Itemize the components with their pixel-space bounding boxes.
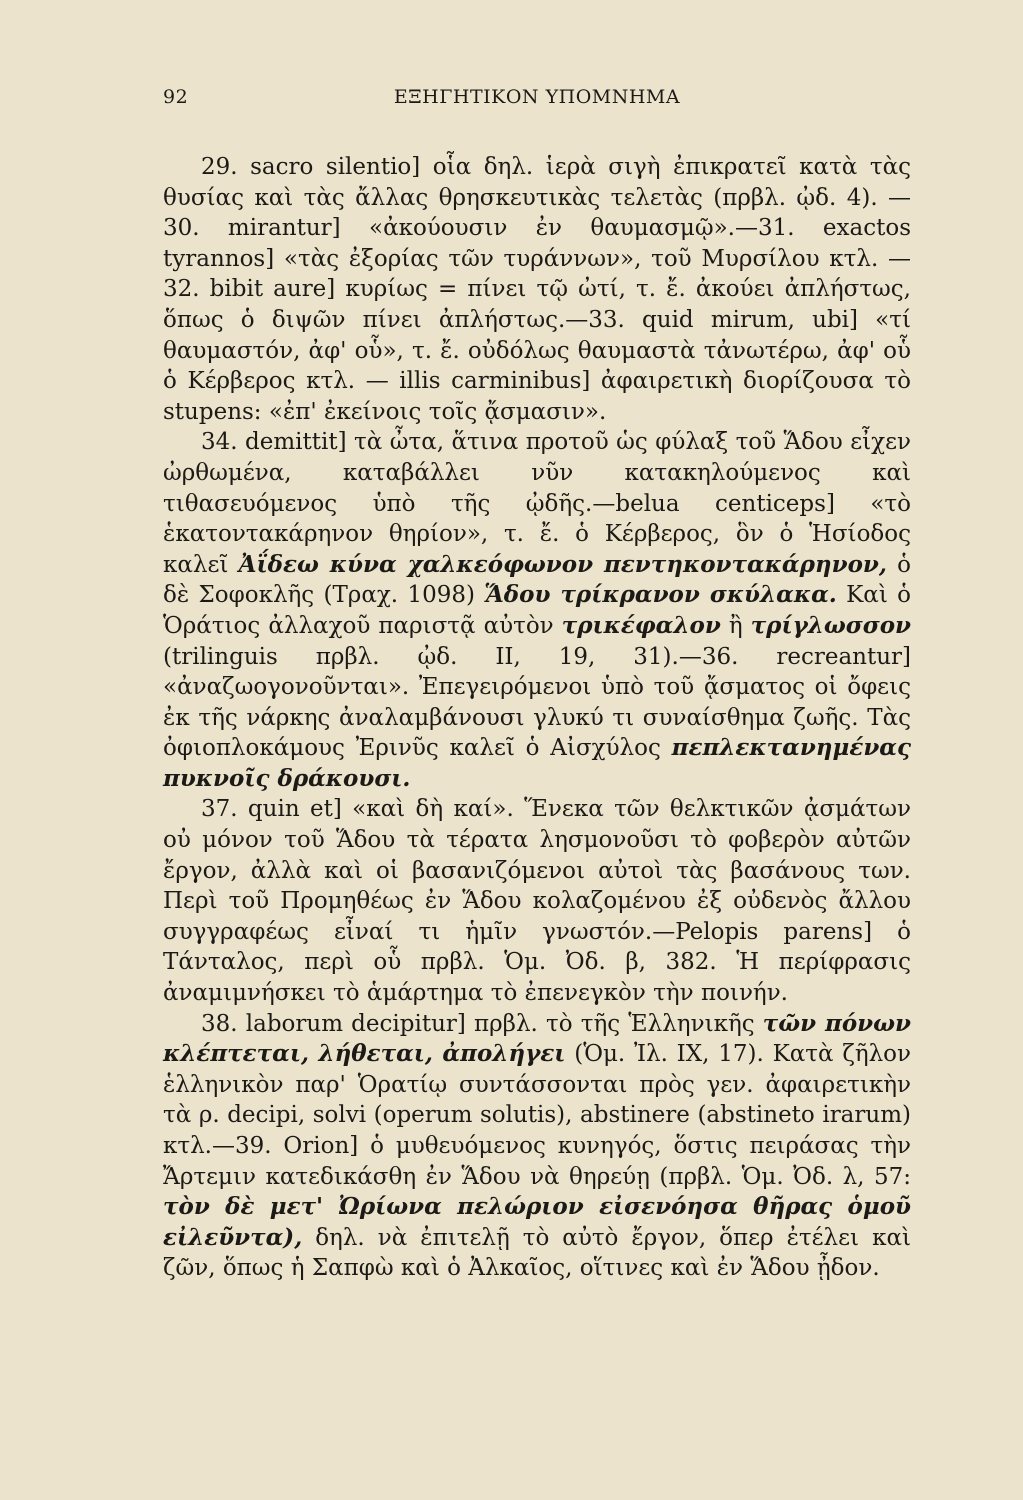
commentary-paragraph: [163, 794, 911, 1008]
text-run: ἢ: [720, 612, 751, 639]
text-run: 34. demittit] τὰ ὦτα, ἅτινα προτοῦ ὡς φύλαξ τοῦ Ἅδου εἶχεν ὠρθωμένα, καταβάλλει νῦν κατακηλούμενος καὶ τιθασευόμενος ὑπὸ τῆς ᾠδῆς.—belua centiceps] «τὸ ἑκατοντακάρηνον θηρίον», τ. ἔ. ὁ Κέρβερος, ὃν ὁ Ἡσίοδος καλεῖ: [163, 429, 911, 578]
emphasized-quote: Ἅδου τρίκρανον σκύλακα.: [484, 581, 837, 609]
text-run: (Ὁμ. Ἰλ. IX, 17). Κατὰ ζῆλον ἑλληνικὸν παρ' Ὁρατίῳ συντάσσονται πρὸς γεν. ἀφαιρετικὴν τὰ ρ. decipi, solvi (operum solutis), abstinere (abstineto irarum) κτλ.—39. Orion] ὁ μυθευόμενος κυνηγός, ὅστις πειράσας τὴν Ἄρτεμιν κατεδικάσθη ἐν Ἅδου νὰ θηρεύῃ (πρβλ. Ὁμ. Ὀδ. λ, 57:: [163, 1041, 911, 1190]
text-run: 37. quin et] «καὶ δὴ καί». Ἕνεκα τῶν θελκτικῶν ᾀσμάτων οὐ μόνον τοῦ Ἅδου τὰ τέρατα λησμονοῦσι τὸ φοβερὸν αὐτῶν ἔργον, ἀλλὰ καὶ οἱ βασανιζόμενοι αὐτοὶ τὰς βασάνους των. Περὶ τοῦ Προμηθέως ἐν Ἅδου κολαζομένου ἐξ οὐδενὸς ἄλλου συγγραφέως εἶναί τι ἡμῖν γνωστόν.—Pelopis parens] ὁ Τάνταλος, περὶ οὗ πρβλ. Ὁμ. Ὀδ. β, 382. Ἡ περίφρασις ἀναμιμνήσκει τὸ ἁμάρτημα τὸ ἐπενεγκὸν τὴν ποινήν.: [163, 796, 911, 1007]
emphasized-quote: τρικέφαλον: [561, 611, 721, 639]
text-run: 29. sacro silentio] οἷα δηλ. ἱερὰ σιγὴ ἐπικρατεῖ κατὰ τὰς θυσίας καὶ τὰς ἄλλας θρησκευτικὰς τελετὰς (πρβλ. ᾠδ. 4). — 30. mirantur] «ἀκούουσιν ἐν θαυμασμῷ».—31. exactos tyrannos] «τὰς ἐξορίας τῶν τυράννων», τοῦ Μυρσίλου κτλ. — 32. bibit aure] κυρίως = πίνει τῷ ὠτί, τ. ἔ. ἀκούει ἀπλήστως, ὅπως ὁ διψῶν πίνει ἀπλήστως.—33. quid mirum, ubi] «τί θαυμαστόν, ἀφ' οὗ», τ. ἔ. οὐδόλως θαυμαστὰ τἀνωτέρω, ἀφ' οὗ ὁ Κέρβερος κτλ. — illis carminibus] ἀφαιρετικὴ διορίζουσα τὸ stupens: «ἐπ' ἐκείνοις τοῖς ᾄσμασιν».: [163, 154, 911, 425]
text-run: (trilinguis πρβλ. ᾠδ. II, 19, 31).—36. recreantur] «ἀναζωογονοῦνται». Ἐπεγειρόμενοι ὑπὸ τοῦ ᾄσματος οἱ ὄφεις ἐκ τῆς νάρκης ἀναλαμβάνουσι γλυκύ τι συναίσθημα ζωῆς. Τὰς ὀφιοπλοκάμους Ἐρινῦς καλεῖ ὁ Αἰσχύλος: [163, 643, 911, 762]
running-head: [163, 86, 911, 126]
text-run: ὁ δὲ Σοφοκλῆς (Τραχ. 1098): [163, 551, 911, 609]
commentary-paragraph: [163, 427, 911, 794]
text-run: Καὶ ὁ Ὁράτιος ἀλλαχοῦ παριστᾷ αὐτὸν: [163, 582, 911, 639]
commentary-paragraph: [163, 1009, 911, 1284]
emphasized-quote: τρίγλωσσον: [750, 611, 912, 639]
commentary-paragraph: [163, 152, 911, 427]
page-number: 92: [163, 86, 189, 108]
running-title: ΕΞΗΓΗΤΙΚΟΝ ΥΠΟΜΝΗΜΑ: [393, 86, 681, 108]
commentary-body: [163, 152, 911, 1284]
emphasized-quote: τὸν δὲ μετ' Ὠρίωνα πελώριον εἰσενόησα θῆρας ὁμοῦ εἰλεῦντα),: [163, 1193, 911, 1251]
text-run: δηλ. νὰ ἐπιτελῇ τὸ αὐτὸ ἔργον, ὅπερ ἐτέλει καὶ ζῶν, ὅπως ἡ Σαπφὼ καὶ ὁ Ἀλκαῖος, οἵτινες καὶ ἐν Ἅδου ᾖδον.: [163, 1224, 911, 1282]
emphasized-quote: Ἀΐδεω κύνα χαλκεόφωνον πεντηκοντακάρηνον,: [238, 550, 887, 578]
emphasized-quote: τῶν πόνων κλέπτεται, λήθεται, ἀπολήγει: [163, 1009, 911, 1068]
text-run: 38. laborum decipitur] πρβλ. τὸ τῆς Ἑλληνικῆς: [201, 1010, 763, 1037]
emphasized-quote: πεπλεκτανημένας πυκνοῖς δράκουσι.: [163, 734, 911, 792]
